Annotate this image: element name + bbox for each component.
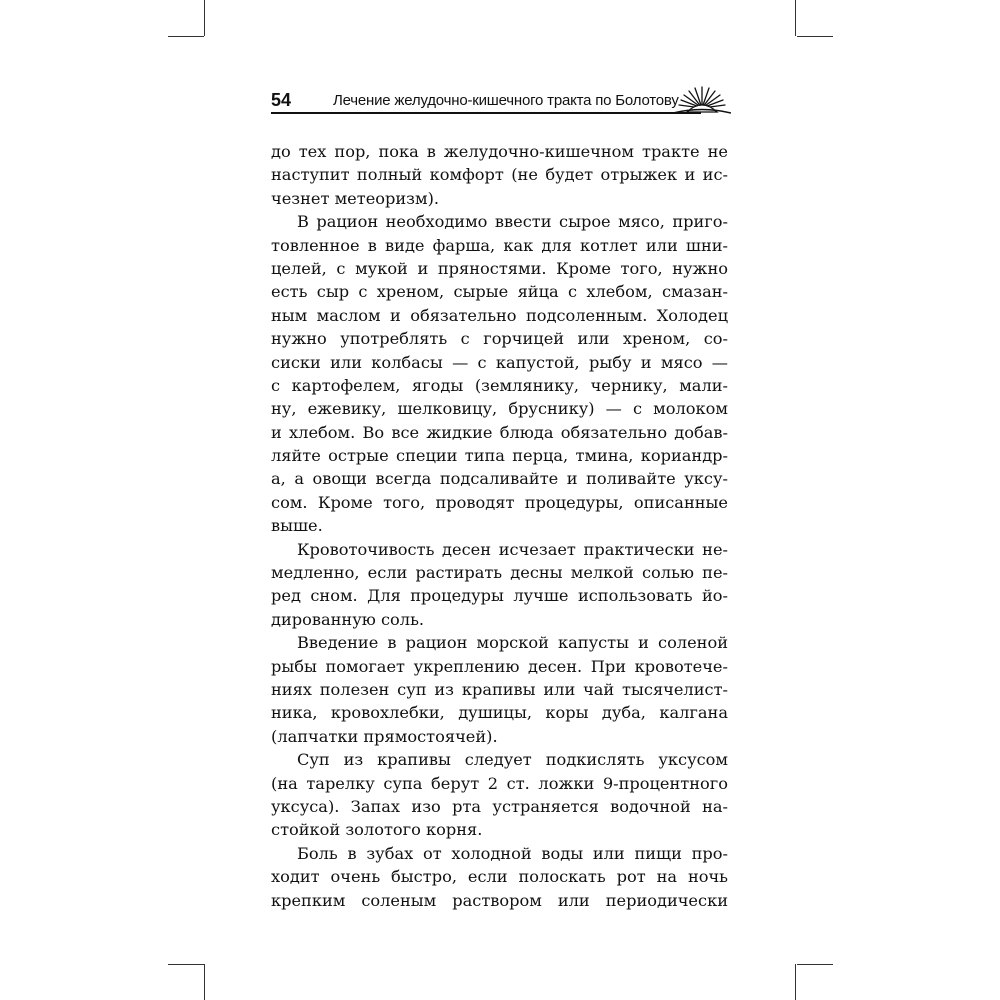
text-line: уксуса). Запах изо рта устраняется водочной на- — [271, 796, 728, 816]
text-line: чезнет метеоризм). — [271, 188, 440, 208]
crop-mark-bottom-left — [204, 964, 205, 1000]
running-title: Лечение желудочно-кишечного тракта по Болотову — [333, 92, 679, 109]
text-line: есть сыр с хреном, сырые яйца с хлебом, смазан- — [271, 282, 728, 302]
text-line: ходит очень быстро, если полоскать рот на ночь — [271, 867, 728, 887]
text-line: крепким соленым раствором или периодически — [271, 890, 728, 910]
text-line: сиски или колбасы — с капустой, рыбу и мясо — — [271, 352, 728, 372]
text-line: (на тарелку супа берут 2 ст. ложки 9-процентного — [271, 773, 728, 793]
header-rule — [271, 112, 701, 114]
text-line: стойкой золотого корня. — [271, 820, 483, 840]
text-line: ред сном. Для процедуры лучше использовать йо- — [271, 586, 728, 606]
crop-mark-bottom-left-h — [168, 964, 204, 965]
text-line: товленное в виде фарша, как для котлет или шни- — [271, 235, 728, 255]
text-line: ным маслом и обязательно подсоленным. Холодец — [271, 305, 728, 325]
crop-mark-top-left-h — [168, 36, 204, 37]
text-line: сом. Кроме того, проводят процедуры, описанные — [271, 492, 728, 512]
text-line: до тех пор, пока в желудочно-кишечном тракте не — [271, 142, 728, 161]
body-text — [271, 140, 728, 912]
text-line: Кровоточивость десен исчезает практически не- — [297, 539, 728, 559]
page-header — [271, 84, 731, 114]
text-line: наступит полный комфорт (не будет отрыжек и ис- — [271, 165, 728, 185]
text-line: с картофелем, ягоды (землянику, чернику, мали- — [271, 375, 728, 395]
text-line: а, а овощи всегда подсаливайте и поливайте уксу- — [271, 469, 728, 489]
page-number: 54 — [271, 90, 292, 110]
text-line: Суп из крапивы следует подкислять уксусом — [297, 750, 728, 770]
text-line: и хлебом. Во все жидкие блюда обязательно добав- — [271, 422, 728, 442]
text-line: В рацион необходимо ввести сырое мясо, приго- — [297, 212, 728, 232]
text-line: ниях полезен суп из крапивы или чай тысячелист- — [271, 679, 728, 699]
text-line: дированную соль. — [271, 609, 425, 629]
sun-logo-icon — [673, 84, 731, 116]
text-line: рыбы помогает укреплению десен. При кровотече- — [271, 656, 728, 676]
text-line: целей, с мукой и пряностями. Кроме того, нужно — [271, 258, 728, 278]
text-line: Боль в зубах от холодной воды или пищи про- — [297, 843, 728, 863]
text-line: медленно, если растирать десны мелкой солью пе- — [271, 563, 728, 583]
crop-mark-bottom-right-h — [797, 964, 833, 965]
crop-mark-top-right — [795, 0, 796, 36]
crop-mark-top-left — [204, 0, 205, 36]
crop-mark-bottom-right — [795, 964, 796, 1000]
text-line: ну, ежевику, шелковицу, бруснику) — с молоком — [271, 399, 728, 419]
text-line: выше. — [271, 516, 323, 536]
text-line: нужно употреблять с горчицей или хреном, со- — [271, 329, 728, 349]
text-line: ника, кровохлебки, душицы, коры дуба, калгана — [271, 703, 728, 723]
crop-mark-top-right-h — [797, 36, 833, 37]
text-line: (лапчатки прямостоячей). — [271, 726, 498, 746]
text-line: Введение в рацион морской капусты и соленой — [297, 633, 728, 653]
text-line: ляйте острые специи типа перца, тмина, кориандр- — [271, 446, 728, 466]
